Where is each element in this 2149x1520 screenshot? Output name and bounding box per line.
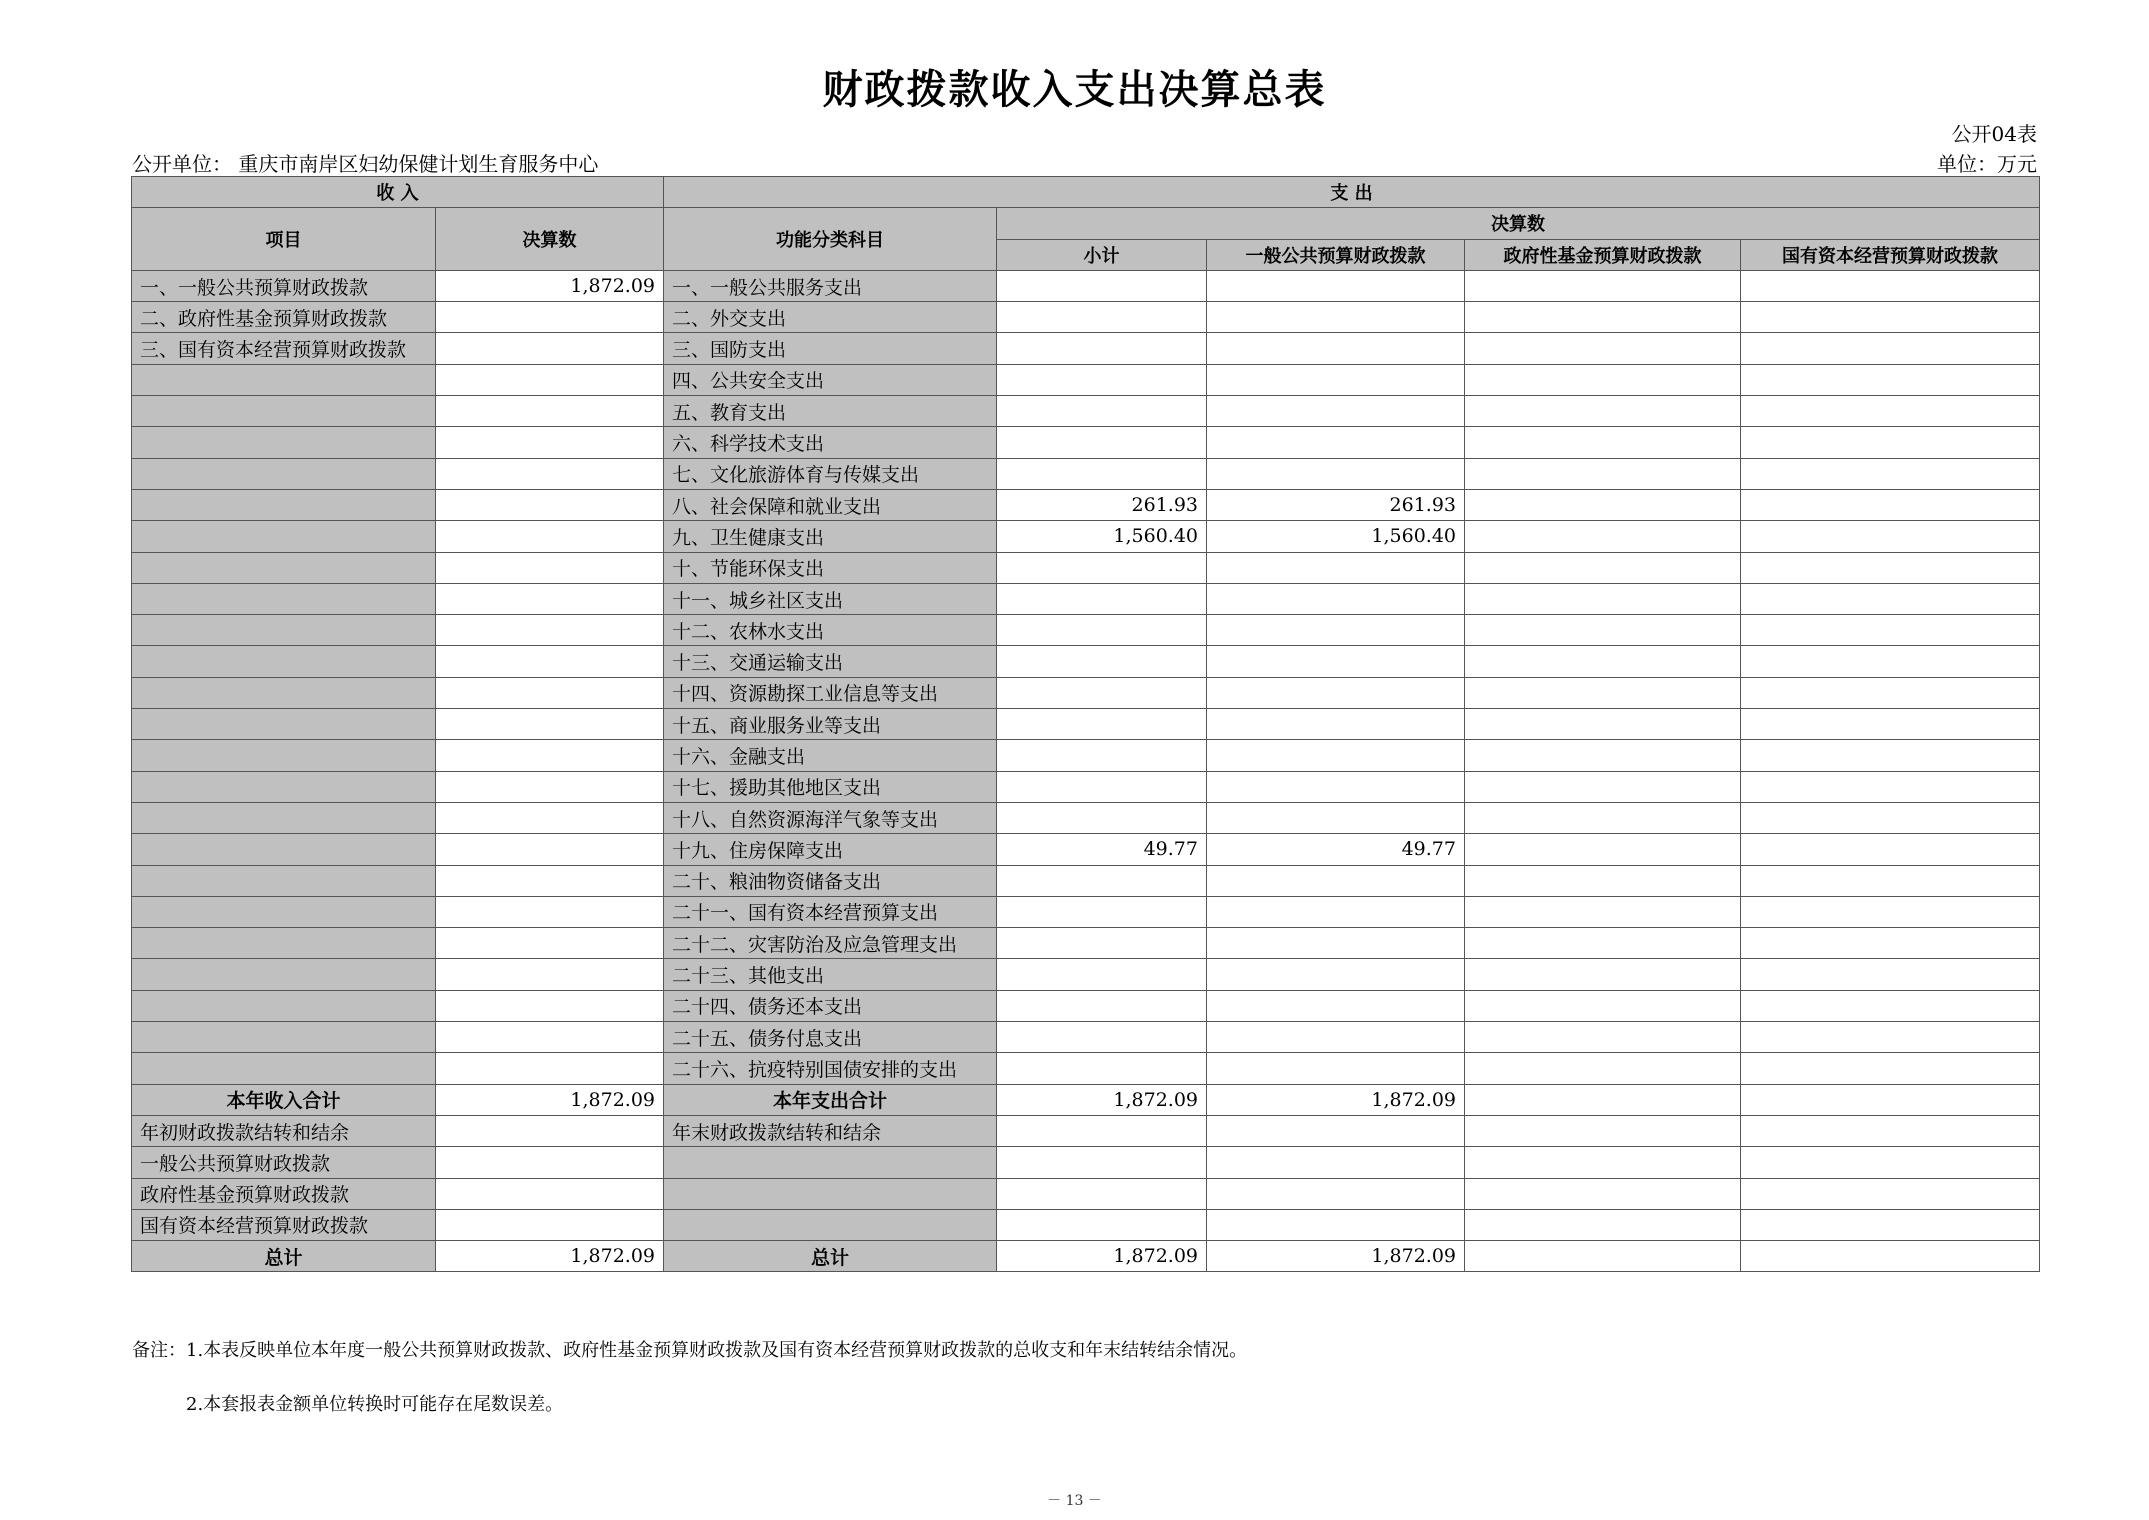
subtotal-value [997,364,1207,395]
table-row [132,427,2040,458]
carry-sub-fund: 政府性基金预算财政拨款 [132,1178,436,1209]
income-amount [436,458,664,489]
subtotal-value [997,396,1207,427]
general-value [1207,1022,1465,1053]
income-item [132,364,436,395]
fund-value [1465,458,1741,489]
income-item: 一、一般公共预算财政拨款 [132,270,436,301]
table-row [132,583,2040,614]
fund-value [1465,771,1741,802]
general-value [1207,396,1465,427]
state-value [1741,364,2040,395]
table-row [132,771,2040,802]
fund-value [1465,865,1741,896]
income-item: 三、国有资本经营预算财政拨款 [132,333,436,364]
grand-income-label: 总计 [132,1241,436,1272]
income-item [132,990,436,1021]
income-amount [436,364,664,395]
expense-category: 十七、援助其他地区支出 [664,771,997,802]
fund-value [1465,709,1741,740]
expense-category: 三、国防支出 [664,333,997,364]
grand-total-row [132,1241,2040,1272]
state-value [1741,709,2040,740]
fund-value [1465,928,1741,959]
state-value [1741,928,2040,959]
general-value [1207,865,1465,896]
income-item [132,427,436,458]
income-item [132,583,436,614]
fund-value [1465,740,1741,771]
state-value [1741,489,2040,520]
expense-category: 四、公共安全支出 [664,364,997,395]
income-amount [436,740,664,771]
table-row [132,865,2040,896]
subtotal-value [997,1022,1207,1053]
table-row [132,646,2040,677]
subtotal-value [997,990,1207,1021]
fund-value [1465,333,1741,364]
income-item [132,959,436,990]
grand-expense-label: 总计 [664,1241,997,1272]
income-amount [436,583,664,614]
income-amount [436,552,664,583]
year-fund [1465,1084,1741,1115]
general-value [1207,959,1465,990]
income-amount [436,1053,664,1084]
unit-label: 单位：万元 [1937,152,2037,176]
expense-category: 十四、资源勘探工业信息等支出 [664,677,997,708]
subtotal-value [997,1053,1207,1084]
general-value [1207,333,1465,364]
income-amount [436,802,664,833]
fund-value [1465,364,1741,395]
expense-category: 十五、商业服务业等支出 [664,709,997,740]
income-item [132,615,436,646]
state-value [1741,333,2040,364]
income-item [132,834,436,865]
income-amount [436,615,664,646]
subtotal-value [997,302,1207,333]
income-amount [436,302,664,333]
state-value [1741,1053,2040,1084]
general-value [1207,583,1465,614]
state-value [1741,959,2040,990]
expense-category: 九、卫生健康支出 [664,521,997,552]
state-header: 国有资本经营预算财政拨款 [1741,239,2040,270]
subtotal-value [997,615,1207,646]
general-value [1207,302,1465,333]
general-value [1207,771,1465,802]
form-number: 公开04表 [1951,122,2037,146]
expense-category: 八、社会保障和就业支出 [664,489,997,520]
unit-line [132,148,2037,174]
state-value [1741,802,2040,833]
income-amount [436,677,664,708]
general-value [1207,740,1465,771]
item-header: 项目 [132,208,436,271]
fund-value [1465,802,1741,833]
fund-value [1465,1022,1741,1053]
subtotal-value [997,896,1207,927]
table-row [132,1022,2040,1053]
fund-value [1465,677,1741,708]
income-amount [436,489,664,520]
subtotal-value: 261.93 [997,489,1207,520]
subtotal-value [997,709,1207,740]
state-value [1741,834,2040,865]
table-row [132,552,2040,583]
general-header: 一般公共预算财政拨款 [1207,239,1465,270]
expense-category: 十九、住房保障支出 [664,834,997,865]
subtotal-value [997,646,1207,677]
state-value [1741,677,2040,708]
general-value [1207,364,1465,395]
income-amount [436,865,664,896]
table-row [132,615,2040,646]
income-amount [436,709,664,740]
state-value [1741,771,2040,802]
note-2: 2.本套报表金额单位转换时可能存在尾数误差。 [186,1394,564,1415]
income-amount: 1,872.09 [436,270,664,301]
grand-general: 1,872.09 [1207,1241,1465,1272]
fund-value [1465,1053,1741,1084]
expense-category: 十八、自然资源海洋气象等支出 [664,802,997,833]
income-item [132,865,436,896]
general-value [1207,615,1465,646]
subtotal-value [997,270,1207,301]
carry-sub-state: 国有资本经营预算财政拨款 [132,1209,436,1240]
general-value [1207,270,1465,301]
fund-value [1465,396,1741,427]
carry-expense-label: 年末财政拨款结转和结余 [664,1115,997,1146]
income-item [132,1053,436,1084]
fund-value [1465,270,1741,301]
income-amount [436,333,664,364]
table-row [132,928,2040,959]
grand-subtotal: 1,872.09 [997,1241,1207,1272]
general-value: 49.77 [1207,834,1465,865]
table-row [132,521,2040,552]
state-value [1741,552,2040,583]
state-value [1741,1022,2040,1053]
fund-value [1465,489,1741,520]
income-item [132,396,436,427]
income-header: 收 入 [132,177,664,208]
general-value [1207,1053,1465,1084]
income-amount [436,990,664,1021]
income-amount [436,834,664,865]
table-row [132,834,2040,865]
subtotal-value [997,583,1207,614]
table-row [132,677,2040,708]
subtotal-value [997,959,1207,990]
income-item [132,771,436,802]
expense-category: 二十二、灾害防治及应急管理支出 [664,928,997,959]
income-item: 二、政府性基金预算财政拨款 [132,302,436,333]
subtotal-value [997,427,1207,458]
year-subtotal: 1,872.09 [997,1084,1207,1115]
carry-sub-general: 一般公共预算财政拨款 [132,1147,436,1178]
general-value [1207,427,1465,458]
carry-sub-row [132,1178,2040,1209]
expense-category: 十一、城乡社区支出 [664,583,997,614]
expense-category: 二十一、国有资本经营预算支出 [664,896,997,927]
expense-header: 支 出 [664,177,2040,208]
expense-category: 二十五、债务付息支出 [664,1022,997,1053]
grand-income-amount: 1,872.09 [436,1241,664,1272]
state-value [1741,865,2040,896]
subtotal-value [997,802,1207,833]
general-value [1207,709,1465,740]
table-row [132,802,2040,833]
expense-category: 二十三、其他支出 [664,959,997,990]
table-row [132,709,2040,740]
state-value [1741,615,2040,646]
table-row [132,270,2040,301]
page-number: － 13 － [1047,1493,1102,1509]
category-header: 功能分类科目 [664,208,997,271]
table-row [132,458,2040,489]
expense-category: 十二、农林水支出 [664,615,997,646]
income-item [132,802,436,833]
org-label: 公开单位： 重庆市南岸区妇幼保健计划生育服务中心 [132,152,599,176]
income-item [132,458,436,489]
table-row [132,396,2040,427]
income-amount [436,959,664,990]
budget-table [131,176,2040,1272]
fund-value [1465,990,1741,1021]
year-state [1741,1084,2040,1115]
state-value [1741,427,2040,458]
year-expense-label: 本年支出合计 [664,1084,997,1115]
fund-header: 政府性基金预算财政拨款 [1465,239,1741,270]
fund-value [1465,959,1741,990]
general-value [1207,802,1465,833]
subtotal-value [997,552,1207,583]
note-1: 备注：1.本表反映单位本年度一般公共预算财政拨款、政府性基金预算财政拨款及国有资本经营预算财政拨款的总收支和年末结转结余情况。 [132,1340,1248,1361]
subtotal-value [997,458,1207,489]
table-row [132,302,2040,333]
income-amount [436,521,664,552]
subtotal-value [997,333,1207,364]
state-value [1741,896,2040,927]
fund-value [1465,552,1741,583]
year-total-row [132,1084,2040,1115]
income-item [132,1022,436,1053]
general-value [1207,896,1465,927]
state-value [1741,990,2040,1021]
subtotal-header: 小计 [997,239,1207,270]
fund-value [1465,583,1741,614]
income-item [132,709,436,740]
table-row [132,1053,2040,1084]
fund-value [1465,302,1741,333]
state-value [1741,740,2040,771]
expense-category: 七、文化旅游体育与传媒支出 [664,458,997,489]
table-row [132,959,2040,990]
subtotal-value [997,928,1207,959]
year-income-label: 本年收入合计 [132,1084,436,1115]
table-row [132,333,2040,364]
fund-value [1465,834,1741,865]
income-item [132,740,436,771]
fund-value [1465,427,1741,458]
income-amount [436,427,664,458]
general-value [1207,990,1465,1021]
expense-category: 十、节能环保支出 [664,552,997,583]
subtotal-value [997,865,1207,896]
grand-fund [1465,1241,1741,1272]
carry-income-label: 年初财政拨款结转和结余 [132,1115,436,1146]
income-item [132,896,436,927]
subtotal-value: 49.77 [997,834,1207,865]
table-row [132,489,2040,520]
state-value [1741,270,2040,301]
income-item [132,928,436,959]
grand-state [1741,1241,2040,1272]
income-item [132,521,436,552]
income-amount [436,1022,664,1053]
subtotal-value [997,740,1207,771]
general-value: 261.93 [1207,489,1465,520]
general-value [1207,928,1465,959]
general-value: 1,560.40 [1207,521,1465,552]
expense-category: 二、外交支出 [664,302,997,333]
expense-category: 一、一般公共服务支出 [664,270,997,301]
carry-row [132,1115,2040,1146]
income-amount [436,396,664,427]
final-header: 决算数 [997,208,2040,239]
table-row [132,364,2040,395]
expense-category: 十三、交通运输支出 [664,646,997,677]
general-value [1207,552,1465,583]
income-amount [436,646,664,677]
state-value [1741,396,2040,427]
general-value [1207,646,1465,677]
general-value [1207,458,1465,489]
general-value [1207,677,1465,708]
expense-category: 二十四、债务还本支出 [664,990,997,1021]
state-value [1741,302,2040,333]
table-row [132,740,2040,771]
amount-header: 决算数 [436,208,664,271]
income-item [132,646,436,677]
table-row [132,896,2040,927]
carry-sub-row [132,1209,2040,1240]
income-amount [436,928,664,959]
fund-value [1465,615,1741,646]
state-value [1741,458,2040,489]
table-row [132,990,2040,1021]
income-amount [436,771,664,802]
state-value [1741,646,2040,677]
expense-category: 二十、粮油物资储备支出 [664,865,997,896]
subtotal-value [997,677,1207,708]
expense-category: 五、教育支出 [664,396,997,427]
year-income-amount: 1,872.09 [436,1084,664,1115]
income-item [132,677,436,708]
subtotal-value [997,771,1207,802]
fund-value [1465,521,1741,552]
expense-category: 二十六、抗疫特别国债安排的支出 [664,1053,997,1084]
income-amount [436,896,664,927]
expense-category: 六、科学技术支出 [664,427,997,458]
page-title: 财政拨款收入支出决算总表 [822,66,1327,113]
fund-value [1465,646,1741,677]
state-value [1741,521,2040,552]
year-general: 1,872.09 [1207,1084,1465,1115]
expense-category: 十六、金融支出 [664,740,997,771]
state-value [1741,583,2040,614]
fund-value [1465,896,1741,927]
income-item [132,552,436,583]
carry-sub-row [132,1147,2040,1178]
income-item [132,489,436,520]
subtotal-value: 1,560.40 [997,521,1207,552]
